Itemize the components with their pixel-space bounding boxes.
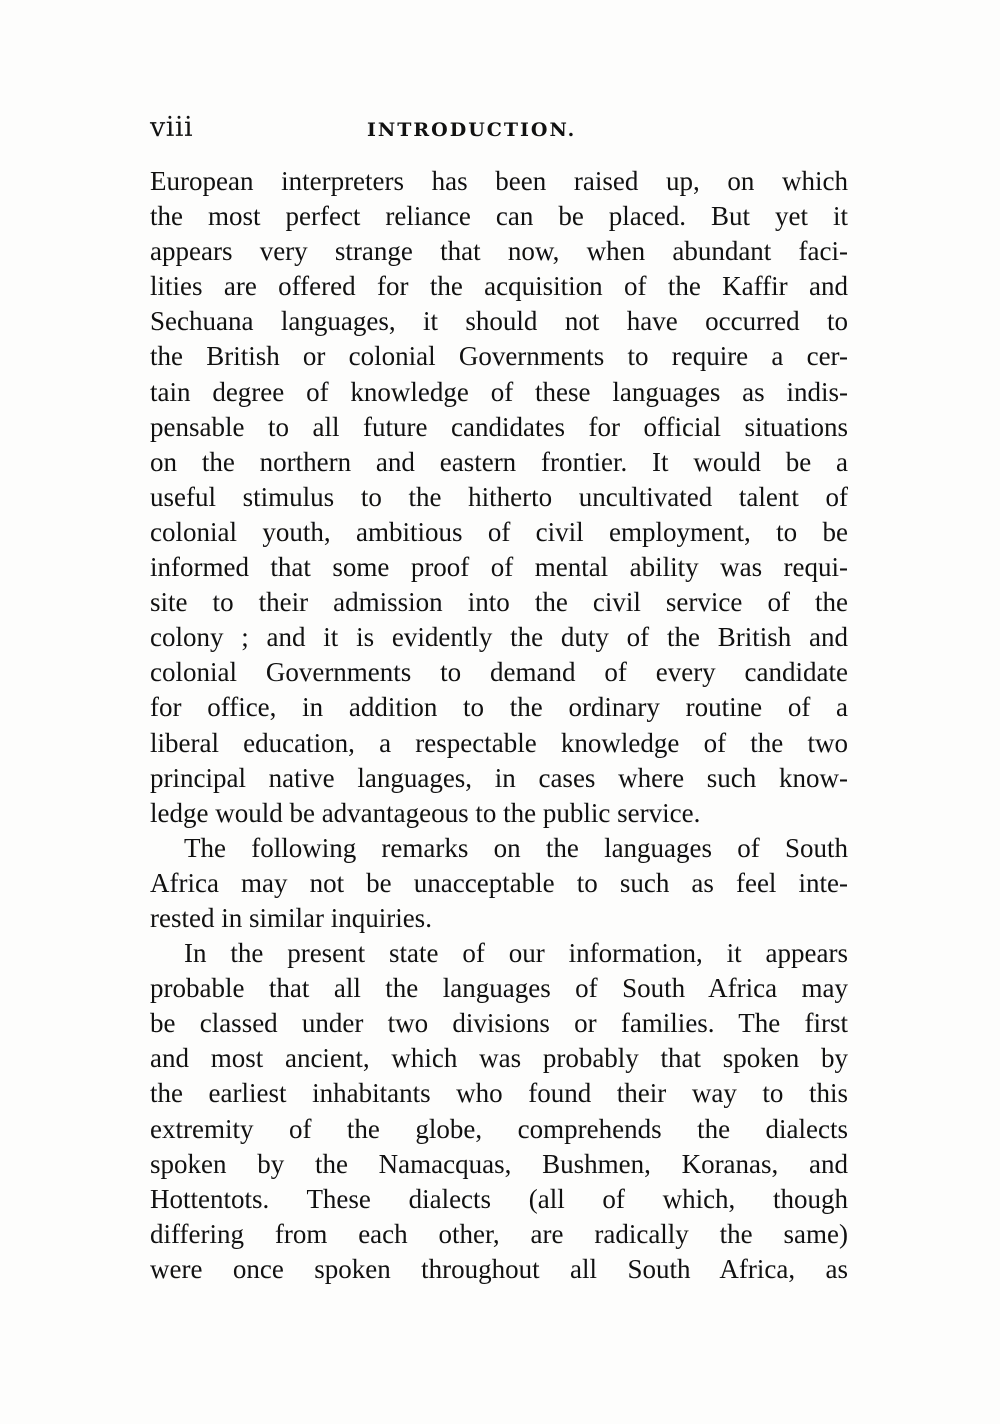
body-text [150,164,848,1287]
paragraph [150,831,848,936]
text-line: tain degree of knowledge of these languages as indis- [150,376,848,407]
text-line: lities are offered for the acquisition of the Kaffir and [150,271,848,302]
text-line: differing from each other, are radically the same) [150,1218,848,1249]
text-line: and most ancient, which was probably that spoken by [150,1043,848,1074]
text-line: The following remarks on the languages of South [184,832,848,863]
paragraph [150,164,848,831]
text-line: site to their admission into the civil service of the [150,587,848,618]
text-line: the British or colonial Governments to require a cer- [150,341,848,372]
text-line: Hottentots. These dialects (all of which, though [150,1183,848,1214]
text-line: Sechuana languages, it should not have occurred to [150,306,848,337]
text-line: on the northern and eastern frontier. It would be a [150,446,848,477]
text-line: useful stimulus to the hitherto uncultivated talent of [150,481,848,512]
text-line: Africa may not be unacceptable to such as feel inte- [150,867,848,898]
text-line: liberal education, a respectable knowledge of the two [150,727,848,758]
text-line: spoken by the Namacquas, Bushmen, Koranas, and [150,1148,848,1179]
text-line: for office, in addition to the ordinary routine of a [150,692,848,723]
text-line: the most perfect reliance can be placed. But yet it [150,201,848,232]
text-line: the earliest inhabitants who found their way to this [150,1078,848,1109]
text-line: pensable to all future candidates for official situations [150,411,848,442]
paragraph [150,936,848,1287]
text-line: colonial Governments to demand of every candidate [150,657,848,688]
text-line: be classed under two divisions or families. The first [150,1008,848,1039]
text-line: ledge would be advantageous to the public service. [150,797,701,828]
text-line: In the present state of our information, it appears [184,938,848,969]
text-line: extremity of the globe, comprehends the dialects [150,1113,848,1144]
text-line: were once spoken throughout all South Africa, as [150,1253,848,1284]
text-line: rested in similar inquiries. [150,902,432,933]
text-line: appears very strange that now, when abundant faci- [150,236,848,267]
text-line: colony ; and it is evidently the duty of the British and [150,622,848,653]
page-number: viii [150,112,194,143]
text-line: probable that all the languages of South Africa may [150,973,848,1004]
text-line: principal native languages, in cases where such know- [150,762,848,793]
text-line: European interpreters has been raised up, on which [150,166,848,196]
text-line: informed that some proof of mental ability was requi- [150,552,848,583]
text-line: colonial youth, ambitious of civil employment, to be [150,516,848,547]
running-head-title: INTRODUCTION. [367,119,577,141]
running-head [150,112,850,144]
